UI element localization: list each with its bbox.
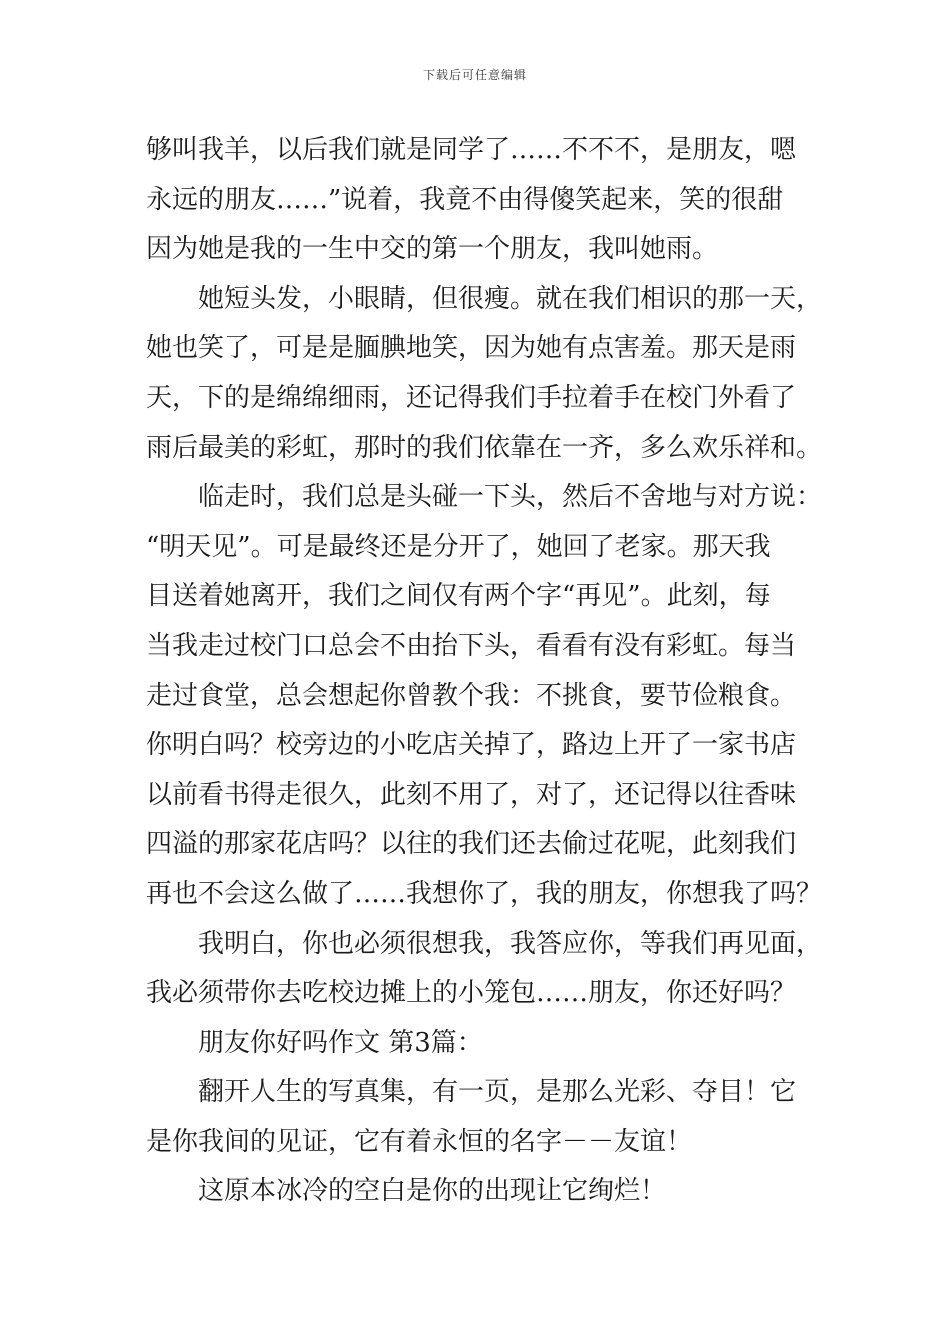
text-line: 目送着她离开，我们之间仅有两个字“再见”。此刻，每 [146,581,771,612]
text-line: 朋友你好吗作文 第3篇： [198,1027,483,1058]
page-header: 下载后可任意编辑 [422,68,527,82]
text-line: 她也笑了，可是是腼腆地笑，因为她有点害羞。那天是雨 [146,333,797,364]
text-line: “明天见”。可是最终还是分开了，她回了老家。那天我 [146,531,771,562]
text-line: 你明白吗？校旁边的小吃店关掉了，路边上开了一家书店 [146,730,797,761]
text-line: 翻开人生的写真集，有一页，是那么光彩、夺目！它 [198,1077,797,1108]
text-line: 是你我间的见证，它有着永恒的名字－－友谊！ [146,1126,693,1157]
text-line: 天，下的是绵绵细雨，还记得我们手拉着手在校门外看了 [146,382,797,413]
text-line: 四溢的那家花店吗？以往的我们还去偷过花呢，此刻我们 [146,829,797,860]
text-line: 以前看书得走很久，此刻不用了，对了，还记得以往香味 [146,779,797,810]
text-line: 我必须带你去吃校边摊上的小笼包……朋友，你还好吗？ [146,978,797,1009]
text-line: 走过食堂，总会想起你曾教个我：不挑食，要节俭粮食。 [146,680,797,711]
text-line: 够叫我羊，以后我们就是同学了……不不不，是朋友，嗯 [146,135,797,165]
text-line: 她短头发，小眼睛，但很瘦。就在我们相识的那一天， [198,283,823,314]
text-line: 当我走过校门口总会不由抬下头，看看有没有彩虹。每当 [146,630,797,661]
text-line: 我明白，你也必须很想我，我答应你，等我们再见面， [198,928,823,959]
document-body [146,128,836,1219]
text-line: 这原本冰冷的空白是你的出现让它绚烂！ [198,1176,667,1207]
text-line: 再也不会这么做了……我想你了，我的朋友，你想我了吗？ [146,878,823,909]
text-line: 因为她是我的一生中交的第一个朋友，我叫她雨。 [146,234,719,265]
text-line: 临走时，我们总是头碰一下头，然后不舍地与对方说： [198,482,823,513]
text-line: 雨后最美的彩虹，那时的我们依靠在一齐，多么欢乐祥和。 [146,432,823,463]
text-line: 永远的朋友……”说着，我竟不由得傻笑起来，笑的很甜 [146,184,784,215]
